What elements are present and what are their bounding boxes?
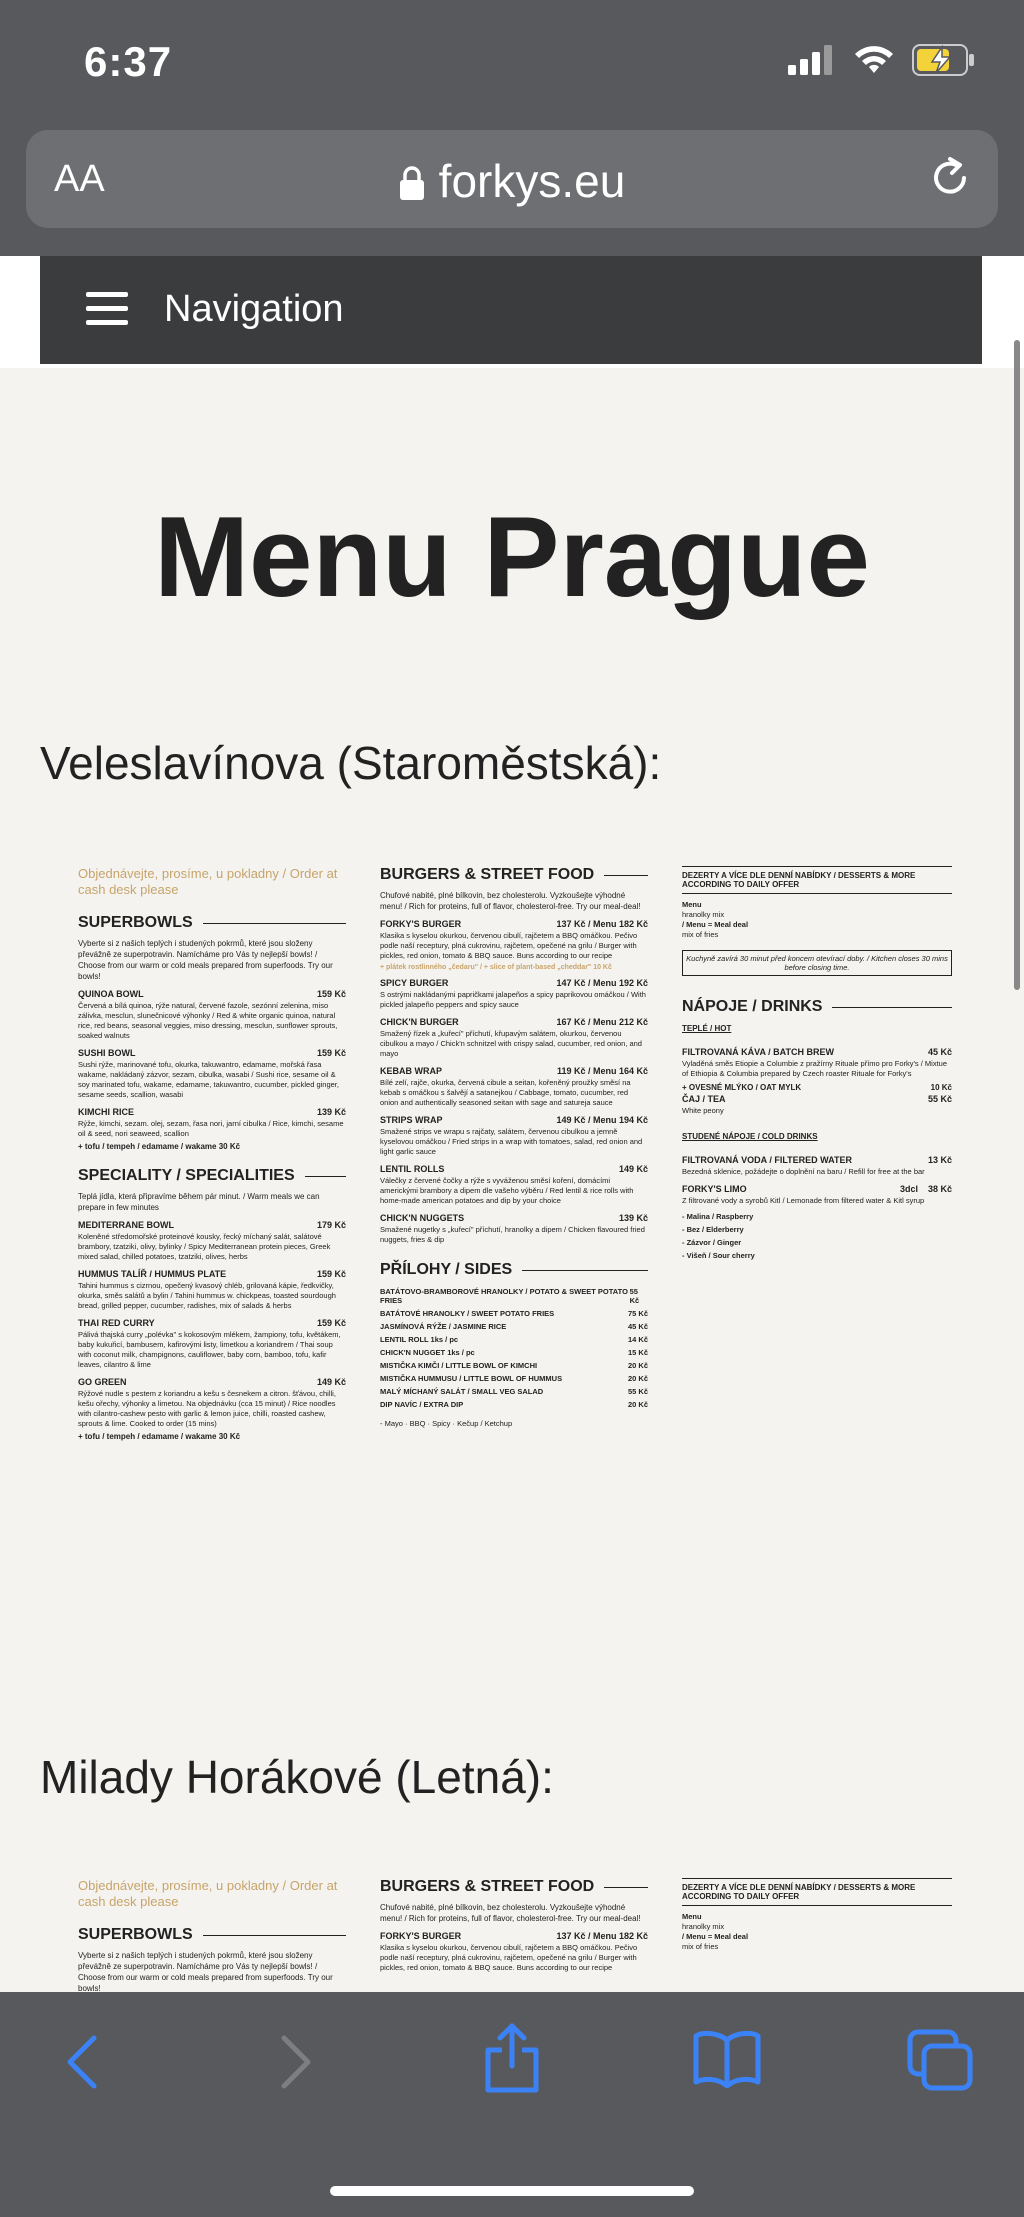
menu-item [380,978,648,1010]
item-price: 10 Kč [930,1083,952,1092]
navigation-label[interactable]: Navigation [164,288,344,330]
domain-text: forkys.eu [438,155,626,207]
menu-fries: hranolky mix [682,910,725,919]
item-description: Koleněné středomořské proteinové kousky, řecký míchaný salát, salátové brambory, tzatziki, olivy, bylinky / Spicy Mediterranean protein pieces, Greek mixed salad, chilled potatoes, tzatziki, olives, herbs [78,1232,331,1261]
side-name: CHICK'N NUGGET 1ks / pc [380,1348,475,1357]
mix-fries: mix of fries [682,1942,719,1951]
item-name: LENTIL ROLLS [380,1164,445,1174]
item-price: 55 Kč [927,1094,952,1104]
menu-item [380,1017,648,1059]
side-item [380,1400,648,1409]
item-description: Smažené strips ve wrapu s rajčaty, salátem, červenou cibulkou a jemně kyselovou omáčkou / Fried strips in a wrap with tomatoes, salad, red onion and light garlic sauce [380,1127,643,1156]
burgers-intro: Chufové nabité, plné bílkovin, bez cholesterolu. Vyzkoušejte výhodné menu! / Rich for proteins, full of flavor, cholesterol-free. Try our meal-deal! [380,1903,641,1923]
burgers-heading: BURGERS & STREET FOOD [380,1878,648,1896]
lock-icon [399,165,425,201]
side-price: 55 Kč [629,1287,640,1305]
flavor-item: - Bez / Elderberry [682,1225,744,1234]
menu-item [380,1213,648,1245]
back-icon[interactable] [62,2032,102,2092]
meal-deal-label: / Menu = Meal deal [682,1932,749,1941]
item-name: + OVESNÉ MLÝKO / OAT MYLK [682,1083,802,1092]
item-name: GO GREEN [78,1377,127,1387]
item-description: Pálivá thajská curry „polévka" s kokosovým mlékem, žampiony, tofu, květákem, baby kukuřicí, bambusem, kafirovými listy, limetkou a koriandrem / Thai soup with coconut milk, champignons, cauliflower, baby corn, bamboo, tofu, kafir leaves, cilantro & lime [78,1330,341,1369]
mix-fries: mix of fries [682,930,719,939]
flavor-item: - Zázvor / Ginger [682,1238,742,1247]
menu-column-1 [78,1878,346,1992]
side-name: MISTIČKA HUMMUSU / LITTLE BOWL OF HUMMUS [380,1374,563,1383]
item-price: 159 Kč [316,1318,346,1328]
item-description: Vyladěná směs Etiopie a Columbie z pražírny Rituale přímo pro Forky's / Mixtue of Ethiopia & Columbia prepared by Czech roaster Rituale for Forky's [682,1059,948,1078]
burgers-intro: Chufové nabité, plné bílkovin, bez cholesterolu. Vyzkoušejte výhodné menu! / Rich for proteins, full of flavor, cholesterol-free. Try our meal-deal! [380,891,641,911]
drink-item [682,1184,952,1206]
specialities-intro: Teplá jídla, která připravíme během pár minut. / Warm meals we can prepare in few minutes [78,1192,320,1212]
order-notice: Objednávejte, prosíme, u pokladny / Order at cash desk please [78,866,338,897]
item-description: Sushi rýže, marinované tofu, okurka, takuwantro, edamame, mořská řasa wakame, nakládaný zázvor, sezam, cibulka, wasabi / Sushi rice, sesame oil & soy marinated tofu, wakame, edamame, takuwantro, cucumber, pickled ginger, sesame seeds, scallion, wasabi [78,1060,339,1099]
item-price: 167 Kč / Menu 212 Kč [556,1017,648,1027]
item-price: 38 Kč [927,1184,952,1194]
limo-flavors [682,1210,952,1262]
item-price: 137 Kč / Menu 182 Kč [556,919,648,929]
superbowls-heading: SUPERBOWLS [78,914,346,932]
item-price: 119 Kč / Menu 164 Kč [556,1066,648,1076]
menu-column-3 [682,866,952,1262]
item-name: CHICK'N BURGER [380,1017,459,1027]
menu-item [78,1318,346,1370]
superbowls-heading: SUPERBOWLS [78,1926,346,1944]
superbowls-intro: Vyberte si z našich teplých i studených pokrmů, které jsou složeny převážně ze superpotravin. Namícháme pro Vás ty nejlepší bowls! / Choose from our warm or cold meals prepared from superfoods. Try our bowls! [78,1951,333,1992]
wifi-icon [854,45,894,75]
item-name: FORKY'S BURGER [380,1931,462,1941]
menu-column-2 [380,1878,648,1973]
item-price: 159 Kč [316,1269,346,1279]
item-name: FORKY'S BURGER [380,919,462,929]
drink-item [682,1094,952,1116]
specialities-heading: SPECIALITY / SPECIALITIES [78,1167,346,1185]
item-name: KEBAB WRAP [380,1066,442,1076]
item-price: 149 Kč [618,1164,648,1174]
item-name: FILTROVANÁ VODA / FILTERED WATER [682,1155,852,1165]
item-description: Smažené nugetky s „kuřecí" příchutí, hranolky a dipem / Chicken flavoured fried nuggets, fries & dip [380,1225,645,1244]
item-price: 45 Kč [927,1047,952,1057]
item-description: Bílé zelí, rajče, okurka, červená cibule a seitan, kořeněný proužky směsí na kebab s omáčkou s šalvějí a satanejkou / Cabbage, tomato, cucumber, red onion and authentically seasoned seitan with sage and satureja sauce [380,1078,631,1107]
hamburger-menu-icon[interactable] [86,292,128,334]
menu-column-3 [682,1878,952,1952]
desserts-heading: DEZERTY A VÍCE DLE DENNÍ NABÍDKY / DESSERTS & MORE ACCORDING TO DAILY OFFER [682,866,952,894]
side-name: DIP NAVÍC / EXTRA DIP [380,1400,464,1409]
item-description: Smažený řízek a „kuřecí" příchutí, křupavým salátem, okurkou, červenou cibulkou a mayo / Chick'n schnitzel with crispy salad, cucumber, red onion, and mayo [380,1029,642,1058]
item-description: S ostrými nakládanými papričkami jalapeños a spicy paprikovou omáčkou / With pickled jalapeño peppers and spicy sauce [380,990,646,1009]
side-name: LENTIL ROLL 1ks / pc [380,1335,459,1344]
drink-item [682,1155,952,1177]
item-description: White peony [682,1106,724,1115]
side-item [380,1287,648,1305]
menu-item [380,1164,648,1206]
item-name: QUINOA BOWL [78,989,144,999]
item-description: Z filtrované vody a syrobů Kitl / Lemonade from filtered water & Kitl syrup [682,1196,925,1205]
side-item [380,1309,648,1318]
item-name: HUMMUS TALÍŘ / HUMMUS PLATE [78,1269,227,1279]
dip-options: - Mayo · BBQ · Spicy · Kečup / Ketchup [380,1419,513,1428]
item-description: Válečky z červené čočky a rýže s vyváženou směsí koření, domácími americkými brambory a dipem dle vašeho výběru / Red lentil & rice rolls with home-made american potatoes and dip by your choice [380,1176,634,1205]
menu-item [380,919,648,971]
side-price: 20 Kč [627,1361,648,1370]
meal-deal-label: / Menu = Meal deal [682,920,749,929]
item-name: SPICY BURGER [380,978,449,988]
side-price: 55 Kč [627,1387,648,1396]
share-icon[interactable] [480,2022,544,2094]
reload-icon[interactable] [926,154,974,202]
side-price: 15 Kč [627,1348,648,1357]
side-price: 45 Kč [627,1322,648,1331]
side-item [380,1361,648,1370]
menu-label: Menu [682,1912,702,1921]
order-notice: Objednávejte, prosíme, u pokladny / Order at cash desk please [78,1878,338,1909]
hot-drinks-heading: TEPLÉ / HOT [682,1024,732,1033]
item-extras: + tofu / tempeh / edamame / wakame 30 Kč [78,1142,241,1151]
tabs-icon[interactable] [906,2028,976,2092]
menu-column-2 [380,866,648,1429]
flavor-item: - Malina / Raspberry [682,1212,754,1221]
item-price: 137 Kč / Menu 182 Kč [556,1931,648,1941]
scrollbar[interactable] [1014,340,1020,990]
item-name: MEDITERRANE BOWL [78,1220,174,1230]
item-extras: + tofu / tempeh / edamame / wakame 30 Kč [78,1432,241,1441]
page-title: Menu Prague [154,494,870,621]
desserts-heading: DEZERTY A VÍCE DLE DENNÍ NABÍDKY / DESSERTS & MORE ACCORDING TO DAILY OFFER [682,1878,952,1906]
item-price: 139 Kč [618,1213,648,1223]
drink-item [682,1047,952,1079]
item-price: 159 Kč [316,989,346,999]
side-name: MALÝ MÍCHANÝ SALÁT / SMALL VEG SALAD [380,1387,544,1396]
item-description: Klasika s kyselou okurkou, červenou cibulí, rajčetem a BBQ omáčkou. Pečivo podle naší receptury, plná cukrovinu, rajčetem, opečené na grilu / Burger with pickles, red onion, tomato & BBQ sauce. Buns according to our recipe [380,931,638,960]
menu-item [78,989,346,1041]
side-price: 20 Kč [627,1400,648,1409]
menu-item [78,1048,346,1100]
menu-item [380,1115,648,1157]
menu-column-1 [78,866,346,1441]
side-price: 75 Kč [627,1309,648,1318]
side-item [380,1322,648,1331]
side-item [380,1348,648,1357]
location-heading-letna: Milady Horákové (Letná): [40,1751,554,1803]
item-price: 13 Kč [927,1155,952,1165]
sides-heading: PŘÍLOHY / SIDES [380,1261,648,1279]
cellular-signal-icon [788,45,836,75]
forward-icon[interactable] [276,2032,316,2092]
item-description: Rýže, kimchi, sezam. olej, sezam, řasa nori, jarní cibulka / Rice, kimchi, sesame oil & seed, nori seaweed, scallion [78,1119,344,1138]
item-name: STRIPS WRAP [380,1115,443,1125]
side-item [380,1335,648,1344]
burgers-heading: BURGERS & STREET FOOD [380,866,648,884]
status-bar [0,0,1024,120]
item-name: CHICK'N NUGGETS [380,1213,465,1223]
menu-fries: hranolky mix [682,1922,725,1931]
side-name: MISTIČKA KIMČI / LITTLE BOWL OF KIMCHI [380,1361,538,1370]
kitchen-closing-notice: Kuchyně zavírá 30 minut před koncem otevírací doby. / Kitchen closes 30 mins before closing time. [682,950,952,976]
menu-item [380,1931,648,1973]
superbowls-intro: Vyberte si z našich teplých i studených pokrmů, které jsou složeny převážně ze superpotravin. Namícháme pro Vás ty nejlepší bowls! / Choose from our warm or cold meals prepared from superfoods. Try our bowls! [78,939,333,981]
flavor-item: - Višeň / Sour cherry [682,1251,755,1260]
browser-toolbar [0,1992,1024,2217]
item-name: KIMCHI RICE [78,1107,134,1117]
status-icons [788,44,976,76]
item-description: Rýžové nudle s pestem z koriandru a kešu s česnekem a citron. šťávou, chilli, kešu ořechy, výhonky a limetou. Na objednávku (cca 15 minut) / Rice noodles with cilantro-cashew pesto with garlic & lemon juice, chilli, roasted cashew, sprouts & lime. Cooked to order (15 mins) [78,1389,336,1428]
item-price: 149 Kč [316,1377,346,1387]
side-name: BATÁTOVO-BRAMBOROVÉ HRANOLKY / POTATO & SWEET POTATO FRIES [380,1287,628,1305]
item-name: THAI RED CURRY [78,1318,155,1328]
menu-item [78,1377,346,1441]
item-description: Červená a bílá quinoa, rýže natural, červené fazole, sezónní zelenina, miso zálivka, mesclun, slunečnicové výhonky / Red & white organic quinoa, natural rice, red beans, seasonal veggies, miso dressing, mesclun, sunflower sprouts, soaked walnuts [78,1001,338,1040]
item-price: 147 Kč / Menu 192 Kč [556,978,648,988]
item-price: 159 Kč [316,1048,346,1058]
side-price: 14 Kč [627,1335,648,1344]
item-price: 139 Kč [316,1107,346,1117]
drink-item [682,1083,952,1092]
item-price: 149 Kč / Menu 194 Kč [556,1115,648,1125]
menu-board [78,866,952,1566]
menu-item [78,1107,346,1151]
item-description: Klasika s kyselou okurkou, červenou cibulí, rajčetem a BBQ omáčkou. Pečivo podle naší receptury, plná cukrovinu, rajčetem, opečené na grilu / Burger with pickles, red onion, tomato & BBQ sauce. Buns according to our recipe [380,1943,638,1972]
item-extras: + plátek rostlinného „čedaru" / + slice of plant-based „cheddar" 10 Kč [380,964,612,971]
item-description: Tahini hummus s cizrnou, opečený kvasový chléb, grilovaná kápie, ředkvičky, okurka, směs salátů a bylin / Tahini hummus w. chickpeas, toasted sourdough bread, grilled pepper, cucumber, radishes, mix of salads & herbs [78,1281,336,1310]
home-indicator[interactable] [330,2186,694,2196]
drinks-heading: NÁPOJE / DRINKS [682,998,952,1016]
status-time: 6:37 [84,38,173,85]
text-size-label: AA [54,158,105,200]
menu-item [78,1269,346,1311]
side-item [380,1387,648,1396]
cold-drinks-heading: STUDENÉ NÁPOJE / COLD DRINKS [682,1132,818,1141]
battery-charging-icon [912,44,976,76]
side-item [380,1374,648,1383]
item-name: SUSHI BOWL [78,1048,136,1058]
bookmarks-icon[interactable] [692,2028,762,2088]
side-name: JASMÍNOVÁ RÝŽE / JASMINE RICE [380,1322,507,1331]
side-price: 20 Kč [627,1374,648,1383]
item-name: FILTROVANÁ KÁVA / BATCH BREW [682,1047,834,1057]
url-domain[interactable] [26,154,998,208]
item-size: 3dcl [899,1184,918,1194]
item-price: 179 Kč [316,1220,346,1230]
navigation-bar[interactable] [40,256,982,364]
address-bar[interactable] [26,130,998,228]
item-name: ČAJ / TEA [682,1094,726,1104]
menu-item [78,1220,346,1262]
location-heading-veleslavinova: Veleslavínova (Staroměstská): [40,737,662,789]
side-name: BATÁTOVÉ HRANOLKY / SWEET POTATO FRIES [380,1309,555,1318]
menu-item [380,1066,648,1108]
item-name: FORKY'S LIMO [682,1184,747,1194]
menu-label: Menu [682,900,702,909]
item-description: Bezedná sklenice, požádejte o doplnění na baru / Refill for free at the bar [682,1167,925,1176]
menu-board-letna [78,1878,952,1992]
